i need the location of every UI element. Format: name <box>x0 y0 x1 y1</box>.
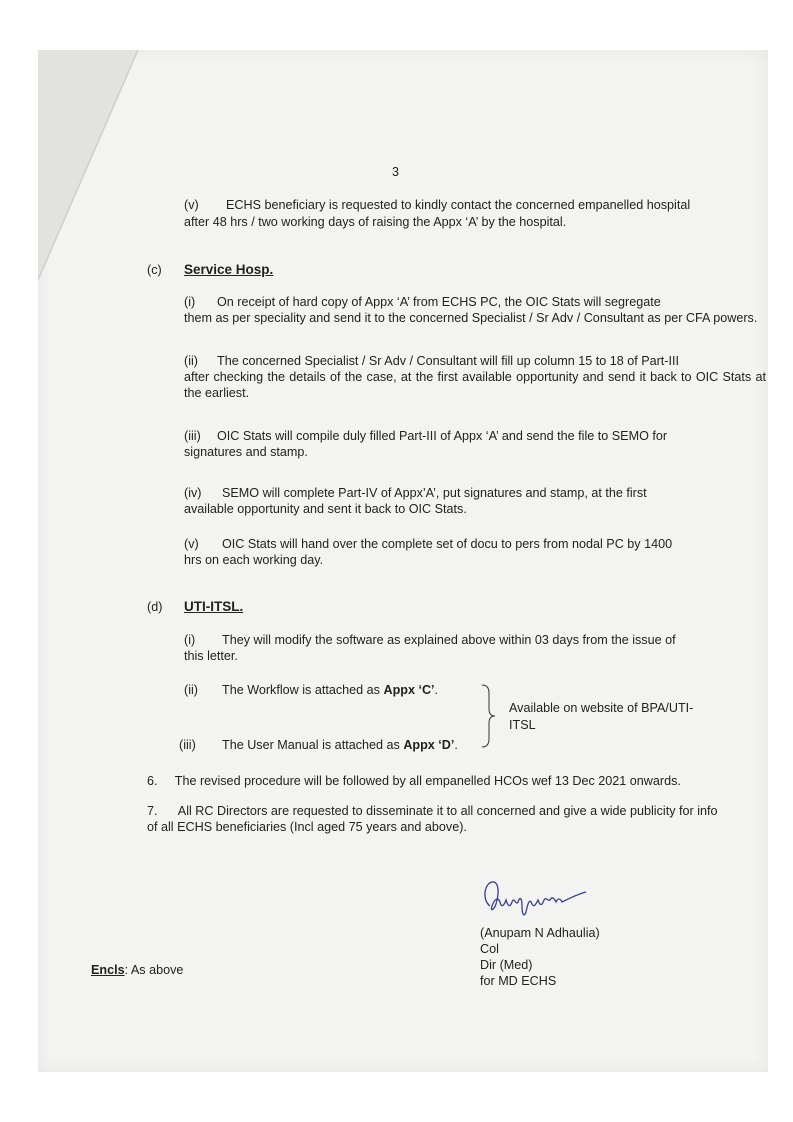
item-label: (ii) <box>184 683 198 697</box>
paragraph-7-cont: of all ECHS beneficiaries (Incl aged 75 years and above). <box>147 820 467 834</box>
encls-label: Encls <box>91 963 125 977</box>
item-text-cont: signatures and stamp. <box>184 445 308 459</box>
item-label: (i) <box>184 633 196 647</box>
section-label: (c) <box>147 263 162 277</box>
item-label: (v) <box>184 537 199 551</box>
item-label: (iii) <box>179 738 196 752</box>
period: . <box>434 683 439 697</box>
item-text: OIC Stats will hand over the complete set of docu to pers from nodal PC by 1400 <box>222 537 673 551</box>
user-manual-line <box>222 737 458 753</box>
item-text-cont: this letter. <box>184 649 238 663</box>
item-text-cont: after 48 hrs / two working days of raising the Appx ‘A’ by the hospital. <box>184 215 567 229</box>
item-text: The User Manual is attached as <box>222 738 404 752</box>
availability-note: Available on website of BPA/UTI- <box>509 701 694 715</box>
item-label: (v) <box>184 198 199 212</box>
item-text-cont: them as per speciality and send it to the concerned Specialist / Sr Adv / Consultant as per CFA powers. <box>184 311 758 325</box>
item-label: (iv) <box>184 486 202 500</box>
workflow-line <box>222 682 438 698</box>
appx-c-ref: Appx ‘C’ <box>383 683 435 697</box>
appx-d-ref: Appx ‘D’ <box>403 738 455 752</box>
page-fold-shadow <box>38 50 158 310</box>
signatory-designation: Dir (Med) <box>480 958 533 972</box>
item-text: OIC Stats will compile duly filled Part-III of Appx ‘A’ and send the file to SEMO for <box>217 429 668 443</box>
item-text: SEMO will complete Part-IV of Appx’A’, put signatures and stamp, at the first <box>222 486 647 500</box>
item-label: (i) <box>184 295 196 309</box>
item-text-cont: hrs on each working day. <box>184 553 324 567</box>
section-label: (d) <box>147 600 163 614</box>
item-text-cont: after checking the details of the case, at the first available opportunity and send it back to OIC Stats at the earliest. <box>184 370 766 400</box>
encls-text: : As above <box>124 963 184 977</box>
handwritten-signature <box>478 876 588 922</box>
item-text: They will modify the software as explained above within 03 days from the issue of <box>222 633 676 647</box>
item-label: (iii) <box>184 429 201 443</box>
paragraph-7: 7. All RC Directors are requested to disseminate it to all concerned and give a wide publicity for info <box>147 804 718 818</box>
period: . <box>454 738 458 752</box>
item-label: (ii) <box>184 354 198 368</box>
signatory-for: for MD ECHS <box>480 974 557 988</box>
availability-note-cont: ITSL <box>509 718 536 732</box>
enclosures <box>91 962 183 978</box>
item-text: ECHS beneficiary is requested to kindly contact the concerned empanelled hospital <box>226 198 691 212</box>
signatory-name: (Anupam N Adhaulia) <box>480 926 600 940</box>
item-text: On receipt of hard copy of Appx ‘A’ from ECHS PC, the OIC Stats will segregate <box>217 295 661 309</box>
signatory-rank: Col <box>480 942 499 956</box>
page-number: 3 <box>392 165 400 179</box>
curly-brace-icon <box>480 683 496 749</box>
section-heading: UTI-ITSL. <box>184 599 244 614</box>
item-text-cont: available opportunity and sent it back to OIC Stats. <box>184 502 467 516</box>
item-text: The Workflow is attached as <box>222 683 384 697</box>
paragraph-6: 6. The revised procedure will be followed by all empanelled HCOs wef 13 Dec 2021 onwards. <box>147 774 681 788</box>
item-text: The concerned Specialist / Sr Adv / Consultant will fill up column 15 to 18 of Part-III <box>217 354 679 368</box>
section-heading: Service Hosp. <box>184 262 274 277</box>
